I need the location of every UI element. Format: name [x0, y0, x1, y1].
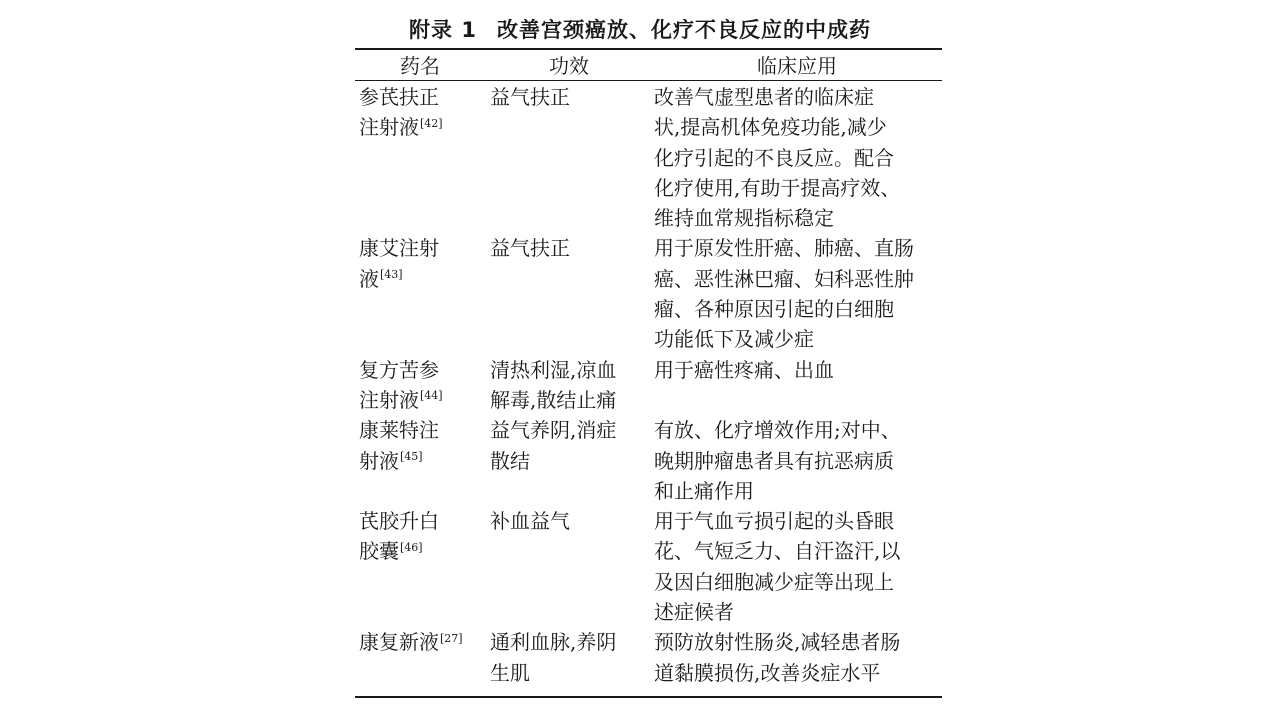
clinical-use-line: 预防放射性肠炎,减轻患者肠 [654, 630, 901, 655]
effect-cell [486, 415, 652, 506]
drug-name-line: 注射液 [359, 387, 419, 412]
reference-number: [27] [440, 631, 463, 645]
header-clinical-use: 临床应用 [757, 54, 837, 78]
table-top-rule [355, 48, 942, 50]
effect-line: 益气扶正 [490, 236, 570, 261]
clinical-use-cell [652, 233, 942, 354]
drug-name-line: 康复新液 [359, 630, 439, 655]
table-title-label: 附录 1 [409, 18, 477, 42]
clinical-use-cell [652, 415, 942, 506]
effect-line: 通利血脉,养阴 [490, 630, 617, 655]
header-effect: 功效 [549, 54, 589, 78]
drug-name-cell [355, 506, 486, 627]
effect-cell [486, 355, 652, 416]
table-row [355, 233, 942, 354]
table-row [355, 627, 942, 688]
reference-number: [44] [420, 389, 443, 403]
clinical-use-line: 道黏膜损伤,改善炎症水平 [654, 660, 881, 685]
effect-cell [486, 506, 652, 627]
clinical-use-cell [652, 355, 942, 416]
effect-line: 益气扶正 [490, 85, 570, 109]
drug-name-cell [355, 233, 486, 354]
clinical-use-line: 状,提高机体免疫功能,减少 [654, 115, 887, 140]
drug-name-cell [355, 627, 486, 688]
drug-name-line: 射液 [359, 448, 399, 473]
effect-line: 散结 [490, 448, 530, 473]
table-body [355, 82, 942, 688]
effect-line: 生肌 [490, 660, 530, 685]
drug-name-line: 康莱特注 [359, 418, 439, 443]
drug-name-line-wrap [359, 385, 486, 415]
header-name: 药名 [400, 54, 440, 78]
table-header [0, 52, 1280, 80]
clinical-use-line: 晚期肿瘤患者具有抗恶病质 [654, 448, 894, 473]
effect-line: 益气养阴,消症 [490, 418, 617, 443]
clinical-use-line: 维持血常规指标稳定 [654, 206, 834, 231]
drug-name-line: 注射液 [359, 115, 419, 140]
clinical-use-line: 用于气血亏损引起的头昏眼 [654, 509, 894, 534]
clinical-use-cell [652, 627, 942, 688]
drug-name-line-wrap [359, 264, 486, 294]
table-row [355, 415, 942, 506]
drug-name-line: 复方苦参 [359, 357, 439, 382]
drug-name-cell [355, 355, 486, 416]
clinical-use-cell [652, 82, 942, 233]
drug-name-line: 参芪扶正 [359, 85, 439, 109]
drug-name-line-wrap [359, 112, 486, 142]
drug-name-line-wrap [359, 446, 486, 476]
table-bottom-rule [355, 696, 942, 698]
clinical-use-line: 化疗使用,有助于提高疗效、 [654, 175, 901, 200]
table-row [355, 355, 942, 416]
drug-name-cell [355, 415, 486, 506]
clinical-use-line: 功能低下及减少症 [654, 327, 814, 352]
effect-line: 清热利湿,凉血 [490, 357, 617, 382]
effect-cell [486, 233, 652, 354]
table-title [0, 14, 1280, 44]
effect-cell [486, 627, 652, 688]
drug-name-line-wrap [359, 536, 486, 566]
clinical-use-line: 用于癌性疼痛、出血 [654, 357, 834, 382]
reference-number: [43] [380, 268, 403, 282]
clinical-use-line: 述症候者 [654, 600, 734, 625]
effect-line: 解毒,散结止痛 [490, 387, 617, 412]
drug-name-line: 康艾注射 [359, 236, 439, 261]
effect-cell [486, 82, 652, 233]
clinical-use-line: 及因白细胞减少症等出现上 [654, 569, 894, 594]
clinical-use-line: 用于原发性肝癌、肺癌、直肠 [654, 236, 914, 261]
effect-line: 补血益气 [490, 509, 570, 534]
table-row [355, 506, 942, 627]
drug-name-cell [355, 82, 486, 233]
reference-number: [46] [400, 540, 423, 554]
clinical-use-line: 瘤、各种原因引起的白细胞 [654, 297, 894, 322]
clinical-use-line: 和止痛作用 [654, 478, 754, 503]
table-header-rule [355, 80, 942, 81]
drug-name-line: 芪胶升白 [359, 509, 439, 534]
drug-name-line: 液 [359, 266, 379, 291]
clinical-use-line: 癌、恶性淋巴瘤、妇科恶性肿 [654, 266, 914, 291]
drug-name-line-wrap [359, 627, 486, 657]
reference-number: [42] [420, 116, 443, 130]
table-title-text: 改善宫颈癌放、化疗不良反应的中成药 [496, 18, 871, 42]
table-row [355, 82, 942, 233]
reference-number: [45] [400, 449, 423, 463]
drug-name-line: 胶囊 [359, 539, 399, 564]
clinical-use-cell [652, 506, 942, 627]
clinical-use-line: 有放、化疗增效作用;对中、 [654, 418, 901, 443]
clinical-use-line: 花、气短乏力、自汗盗汗,以 [654, 539, 901, 564]
clinical-use-line: 改善气虚型患者的临床症 [654, 85, 874, 109]
clinical-use-line: 化疗引起的不良反应。配合 [654, 145, 894, 170]
